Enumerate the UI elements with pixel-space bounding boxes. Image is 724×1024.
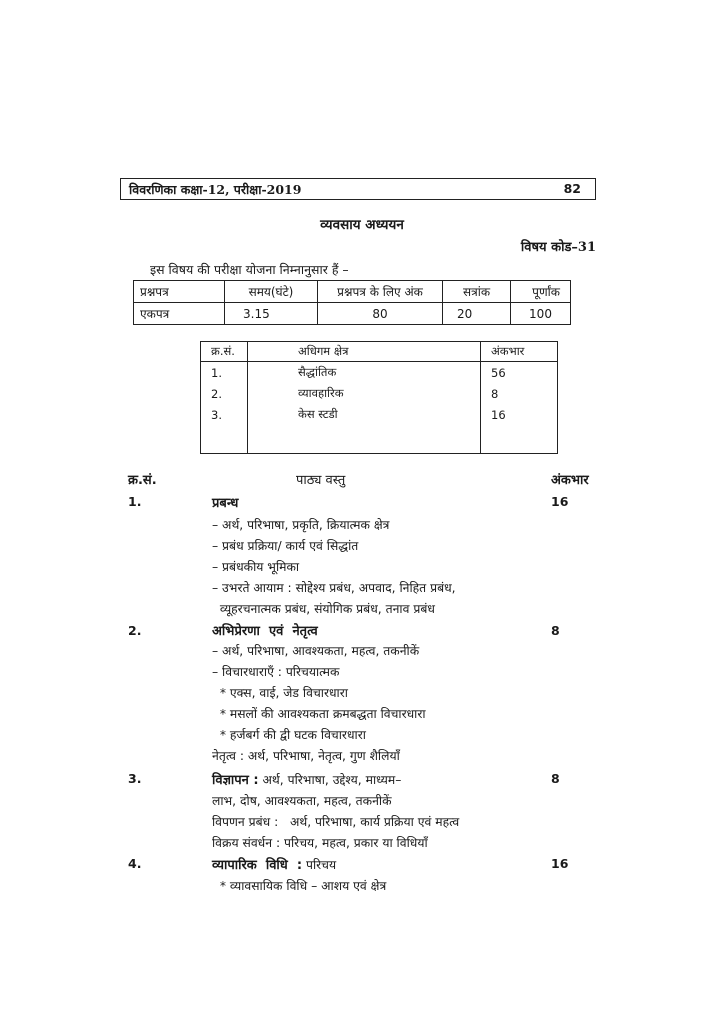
table-cell (248, 425, 481, 454)
syllabus-content-header: पाठ्य वस्तु (296, 473, 346, 488)
learning-area-table (200, 341, 558, 454)
section-number: 3. (128, 771, 142, 786)
section-line: विपणन प्रबंध : अर्थ, परिभाषा, कार्य प्रक्रिया एवं महत्व (212, 815, 460, 829)
document-title: व्यवसाय अध्ययन (320, 217, 404, 233)
table-cell: 80 (318, 303, 443, 325)
section-line: – प्रबंध प्रक्रिया/ कार्य एवं सिद्धांत (212, 539, 359, 553)
table-row (201, 383, 558, 404)
table-cell (481, 425, 558, 454)
table-cell: 2. (201, 383, 248, 404)
section-line: * व्यावसायिक विधि – आशय एवं क्षेत्र (212, 879, 387, 893)
table-row (201, 362, 558, 384)
table-header-row (134, 281, 571, 303)
section-number: 4. (128, 856, 142, 871)
table-cell: 8 (481, 383, 558, 404)
section-marks: 8 (551, 623, 560, 638)
page-number: 82 (563, 181, 581, 196)
table-row (134, 303, 571, 325)
section-title: विज्ञापन : (212, 773, 259, 788)
section-line: – अर्थ, परिभाषा, आवश्यकता, महत्व, तकनीकें (212, 644, 420, 658)
section-line: – विचारधाराएँ : परिचयात्मक (212, 665, 340, 679)
section-title-rest: परिचय (302, 858, 337, 872)
table-cell: पूर्णांक (511, 281, 571, 303)
syllabus-marks-header: अंकभार (551, 473, 589, 488)
section-marks: 16 (551, 494, 569, 509)
section-marks: 16 (551, 856, 569, 871)
table-cell: सैद्धांतिक (248, 362, 481, 384)
page-header (120, 178, 596, 200)
table-cell: सत्रांक (443, 281, 511, 303)
table-cell: प्रश्नपत्र के लिए अंक (318, 281, 443, 303)
section-title-rest: अर्थ, परिभाषा, उद्देश्य, माध्यम– (258, 773, 402, 787)
syllabus-sno-header: क्र.सं. (128, 473, 157, 488)
table-cell: 100 (511, 303, 571, 325)
section-title: अभिप्रेरणा एवं नेतृत्व (212, 624, 318, 639)
section-line: लाभ, दोष, आवश्यकता, महत्व, तकनीकें (212, 794, 392, 808)
section-line: – अर्थ, परिभाषा, प्रकृति, क्रियात्मक क्षेत्र (212, 518, 390, 532)
table-row (201, 404, 558, 425)
table-cell: समय(घंटे) (225, 281, 318, 303)
section-title: व्यापारिक विधि : (212, 858, 303, 873)
section-line: विक्रय संवर्धन : परिचय, महत्व, प्रकार या विधियाँ (212, 836, 428, 850)
section-line: * हर्जबर्ग की द्वी घटक विचारधारा (212, 728, 366, 742)
section-line: – उभरते आयाम : सोद्देश्य प्रबंध, अपवाद, निहित प्रबंध, (212, 581, 456, 595)
section-heading (212, 854, 336, 873)
table-header-row (201, 342, 558, 362)
subject-code: विषय कोड–31 (520, 240, 596, 255)
table-cell: 56 (481, 362, 558, 384)
section-line: * एक्स, वाई, जेड विचारधारा (212, 686, 348, 700)
intro-text: इस विषय की परीक्षा योजना निम्नानुसार हैं – (150, 262, 349, 277)
section-number: 2. (128, 623, 142, 638)
table-cell: 16 (481, 404, 558, 425)
header-title: विवरणिका कक्षा-12, परीक्षा-2019 (129, 182, 302, 197)
exam-scheme-table (133, 280, 571, 325)
section-line: नेतृत्व : अर्थ, परिभाषा, नेतृत्व, गुण शैलियाँ (212, 749, 400, 763)
table-cell (201, 425, 248, 454)
section-line: * मसलों की आवश्यकता क्रमबद्धता विचारधारा (212, 707, 426, 721)
table-cell: अधिगम क्षेत्र (248, 342, 481, 362)
table-cell: एकपत्र (134, 303, 225, 325)
section-number: 1. (128, 494, 142, 509)
section-line: व्यूहरचनात्मक प्रबंध, संयोगिक प्रबंध, तनाव प्रबंध (212, 602, 435, 616)
table-cell: 1. (201, 362, 248, 384)
table-cell: केस स्टडी (248, 404, 481, 425)
table-cell: 3.15 (225, 303, 318, 325)
table-cell: 20 (443, 303, 511, 325)
table-cell: अंकभार (481, 342, 558, 362)
section-line: – प्रबंधकीय भूमिका (212, 560, 300, 574)
section-heading (212, 769, 401, 788)
section-title: प्रबन्ध (212, 496, 239, 511)
table-cell: 3. (201, 404, 248, 425)
table-row-empty (201, 425, 558, 454)
table-cell: व्यावहारिक (248, 383, 481, 404)
section-marks: 8 (551, 771, 560, 786)
table-cell: प्रश्नपत्र (134, 281, 225, 303)
table-cell: क्र.सं. (201, 342, 248, 362)
